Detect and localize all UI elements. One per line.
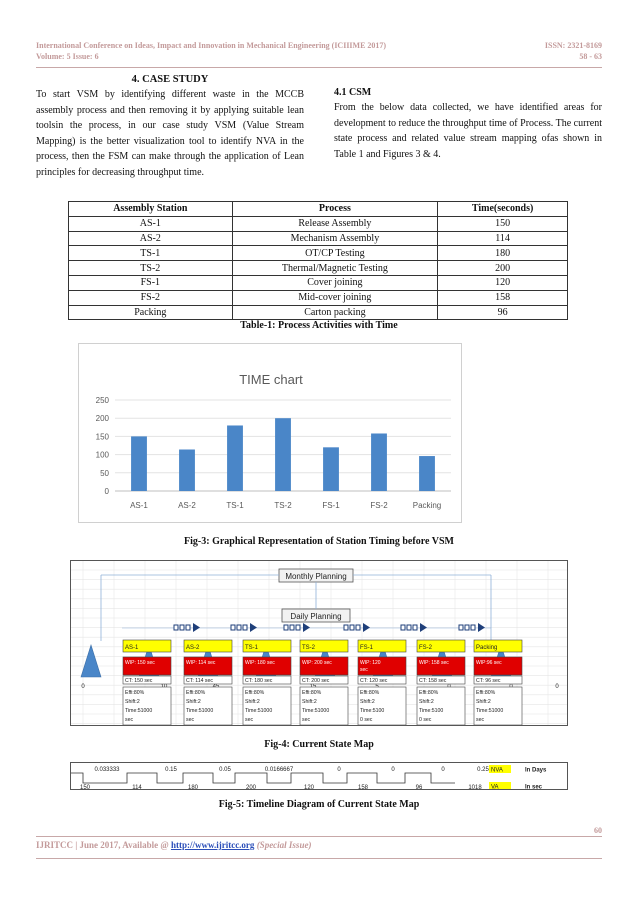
left-paragraph: To start VSM by identifying different waste in the MCCB assembly process and then removing it by applying suitable lean toolsin the process, in our case study VSM (Value Stream Mapping) is the better visualization tool to identify NVA in the process, then the FSM can make through the application of Lean principles for decreasing throughput time. bbox=[36, 89, 304, 178]
station-efficiency: Effi:80% bbox=[302, 690, 322, 696]
station-wip: WIP: 150 sec bbox=[125, 660, 155, 666]
x-tick-label: Packing bbox=[412, 501, 442, 510]
table-header: Time(seconds) bbox=[438, 202, 568, 217]
table-cell: 200 bbox=[438, 261, 568, 276]
station-name: FS-2 bbox=[419, 645, 433, 651]
table-row bbox=[69, 216, 568, 231]
daily-planning-label: Daily Planning bbox=[290, 612, 342, 621]
footer-bottom-rule bbox=[36, 858, 602, 859]
push-arrow-stripe bbox=[180, 625, 184, 630]
bar-packing bbox=[419, 456, 435, 491]
station-shift: Shift:2 bbox=[245, 699, 260, 705]
x-tick-label: FS-1 bbox=[322, 501, 340, 510]
push-arrow-stripe bbox=[350, 625, 354, 630]
issn: ISSN: 2321-8169 bbox=[544, 41, 602, 50]
station-ct: CT: 200 sec bbox=[302, 678, 330, 684]
bar-fs-1 bbox=[323, 447, 339, 491]
page-number: 60 bbox=[594, 826, 602, 835]
push-arrow-head bbox=[363, 623, 370, 632]
running-header-left bbox=[36, 40, 386, 62]
station-time-unit: sec bbox=[125, 717, 134, 723]
figure-3-caption: Fig-3: Graphical Representation of Station Timing before VSM bbox=[184, 536, 454, 547]
bar-ts-2 bbox=[275, 418, 291, 491]
station-time: Time:5100 bbox=[419, 708, 444, 714]
figure-5-caption: Fig-5: Timeline Diagram of Current State Map bbox=[218, 799, 420, 810]
table-cell: Release Assembly bbox=[232, 216, 438, 231]
push-arrow-head bbox=[250, 623, 257, 632]
push-arrow-stripe bbox=[413, 625, 417, 630]
timeline-va-value: 150 bbox=[79, 785, 91, 791]
figure-4-caption: Fig-4: Current State Map bbox=[264, 739, 374, 750]
push-arrow-stripe bbox=[471, 625, 475, 630]
chart-title: TIME chart bbox=[239, 372, 303, 387]
timeline-nva-value: 0.25 bbox=[477, 767, 489, 773]
header-rule bbox=[36, 67, 602, 68]
table-cell: 96 bbox=[438, 305, 568, 320]
station-name: Packing bbox=[476, 645, 498, 651]
table-row bbox=[69, 290, 568, 305]
push-arrow-icon bbox=[344, 623, 370, 632]
y-tick-label: 200 bbox=[95, 414, 109, 424]
push-arrow-stripe bbox=[186, 625, 190, 630]
conference-title: International Conference on Ideas, Impact and Innovation in Mechanical Engineering (ICIIIME 2017) bbox=[36, 41, 387, 50]
push-arrow-head bbox=[478, 623, 485, 632]
station-efficiency: Effi:80% bbox=[360, 690, 380, 696]
table-cell: OT/CP Testing bbox=[232, 246, 438, 261]
push-arrow-stripe bbox=[237, 625, 241, 630]
x-tick-label: TS-1 bbox=[226, 501, 244, 510]
station-wip: WIP: 114 sec bbox=[186, 660, 216, 666]
timeline-nva-value: 0.033333 bbox=[94, 767, 120, 773]
table-cell: AS-1 bbox=[69, 216, 233, 231]
station-name: FS-1 bbox=[360, 645, 374, 651]
x-tick-label: FS-2 bbox=[370, 501, 388, 510]
station-shift: Shift:2 bbox=[125, 699, 140, 705]
station-ct: CT: 96 sec bbox=[476, 678, 501, 684]
table-cell: 114 bbox=[438, 231, 568, 246]
days-unit-label: In Days bbox=[525, 767, 547, 774]
station-time-unit: sec bbox=[245, 717, 254, 723]
table-header: Process bbox=[232, 202, 438, 217]
push-arrow-stripe bbox=[284, 625, 288, 630]
station-efficiency: Effi:80% bbox=[476, 690, 496, 696]
time-chart bbox=[78, 343, 462, 523]
push-arrow-icon bbox=[401, 623, 427, 632]
station-wip: WIP: 120 bbox=[360, 660, 381, 666]
y-tick-label: 150 bbox=[95, 432, 109, 442]
push-arrow-stripe bbox=[465, 625, 469, 630]
table-row bbox=[69, 261, 568, 276]
x-tick-label: TS-2 bbox=[274, 501, 292, 510]
timeline-va-value: 114 bbox=[132, 785, 142, 791]
table-cell: Mechanism Assembly bbox=[232, 231, 438, 246]
push-arrow-stripe bbox=[231, 625, 235, 630]
table-cell: Cover joining bbox=[232, 275, 438, 290]
station-shift: Shift:2 bbox=[186, 699, 201, 705]
current-state-map bbox=[70, 560, 568, 726]
section-heading: 4. CASE STUDY bbox=[131, 74, 209, 85]
x-tick-label: AS-1 bbox=[130, 501, 148, 510]
current-state-map-svg bbox=[71, 561, 568, 726]
timeline-nva-value: 0.05 bbox=[219, 767, 231, 773]
table-cell: 158 bbox=[438, 290, 568, 305]
timeline-diagram bbox=[70, 762, 568, 790]
timeline-nva-value: 0 bbox=[441, 767, 445, 773]
footer-journal: IJRITCC | June 2017, Available @ bbox=[36, 840, 171, 850]
page-range: 58 - 63 bbox=[579, 52, 602, 61]
table-cell: Thermal/Magnetic Testing bbox=[232, 261, 438, 276]
table-cell: FS-2 bbox=[69, 290, 233, 305]
station-name: TS-2 bbox=[302, 645, 316, 651]
y-tick-label: 100 bbox=[95, 450, 109, 460]
station-efficiency: Effi:80% bbox=[125, 690, 145, 696]
table-caption: Table-1: Process Activities with Time bbox=[240, 320, 398, 331]
time-chart-svg bbox=[79, 344, 463, 524]
station-time: Time:51000 bbox=[125, 708, 153, 714]
station-shift: Shift:2 bbox=[476, 699, 491, 705]
table-cell: 180 bbox=[438, 246, 568, 261]
bar-as-1 bbox=[131, 436, 147, 491]
station-shift: Shift:2 bbox=[302, 699, 317, 705]
table-header-row bbox=[69, 202, 568, 217]
table-cell: Mid-cover joining bbox=[232, 290, 438, 305]
timeline-va-value: 158 bbox=[357, 785, 369, 791]
station-ct: CT: 180 sec bbox=[245, 678, 273, 684]
bar-as-2 bbox=[179, 450, 195, 491]
x-tick-label: AS-2 bbox=[178, 501, 196, 510]
push-arrow-stripe bbox=[459, 625, 463, 630]
timeline-diagram-svg bbox=[71, 763, 568, 790]
timeline-nva-value: 0 bbox=[337, 767, 341, 773]
process-table bbox=[68, 201, 568, 320]
table-cell: AS-2 bbox=[69, 231, 233, 246]
table-row bbox=[69, 275, 568, 290]
push-arrow-icon bbox=[174, 623, 200, 632]
y-tick-label: 50 bbox=[100, 468, 109, 478]
timeline-va-value: 96 bbox=[415, 785, 423, 791]
station-wip-unit: sec bbox=[360, 667, 368, 673]
footer-rule bbox=[36, 836, 602, 837]
station-efficiency: Effi:80% bbox=[245, 690, 265, 696]
timeline-va-value: 120 bbox=[303, 785, 315, 791]
push-arrow-stripe bbox=[356, 625, 360, 630]
push-arrow-head bbox=[193, 623, 200, 632]
table-cell: 150 bbox=[438, 216, 568, 231]
timeline-staircase bbox=[71, 773, 455, 783]
station-ct: CT: 158 sec bbox=[419, 678, 447, 684]
footer-url-link[interactable]: http://www.ijritcc.org bbox=[170, 840, 255, 850]
push-arrow-head bbox=[420, 623, 427, 632]
push-arrow-head bbox=[303, 623, 310, 632]
push-arrow-icon bbox=[459, 623, 485, 632]
station-time-unit: 0 sec bbox=[419, 717, 432, 723]
station-wip: WIP: 200 sec bbox=[302, 660, 332, 666]
y-tick-label: 0 bbox=[104, 487, 109, 496]
right-paragraph: From the below data collected, we have identified areas for development to reduce the throughput time of Process. The current state process and related value stream mapping ofas shown in Table 1 and Figures 3 & 4. bbox=[334, 102, 602, 160]
timeline-va-value: 200 bbox=[245, 785, 257, 791]
push-arrow-stripe bbox=[344, 625, 348, 630]
timeline-nva-value: 0.0166667 bbox=[264, 767, 294, 773]
table-row bbox=[69, 305, 568, 320]
push-arrow-stripe bbox=[407, 625, 411, 630]
station-wip: WIP:96 sec bbox=[476, 660, 502, 666]
footer-text bbox=[36, 840, 311, 850]
timeline-va-value: 180 bbox=[187, 785, 199, 791]
bar-fs-2 bbox=[371, 433, 387, 491]
table-row bbox=[69, 246, 568, 261]
footer-issue: (Special Issue) bbox=[256, 840, 312, 850]
table-cell: TS-1 bbox=[69, 246, 233, 261]
station-time: Time:51000 bbox=[186, 708, 214, 714]
station-shift: Shift:2 bbox=[360, 699, 375, 705]
table-row bbox=[69, 231, 568, 246]
push-arrow-stripe bbox=[243, 625, 247, 630]
station-time: Time:51000 bbox=[302, 708, 330, 714]
station-time-unit: sec bbox=[186, 717, 195, 723]
station-wip: WIP: 180 sec bbox=[245, 660, 275, 666]
y-tick-label: 250 bbox=[95, 396, 109, 405]
table-cell: TS-2 bbox=[69, 261, 233, 276]
station-time: Time:51000 bbox=[476, 708, 504, 714]
push-arrow-stripe bbox=[174, 625, 178, 630]
table-cell: Carton packing bbox=[232, 305, 438, 320]
inventory-count: 0 bbox=[555, 684, 559, 690]
station-name: AS-2 bbox=[186, 645, 200, 651]
running-header-right bbox=[520, 40, 602, 62]
station-ct: CT: 114 sec bbox=[186, 678, 214, 684]
sec-unit-label: In sec bbox=[525, 784, 543, 791]
inventory-triangle-icon bbox=[81, 645, 101, 677]
table-cell: Packing bbox=[69, 305, 233, 320]
timeline-nva-value: 0 bbox=[391, 767, 395, 773]
inventory-count: 0 bbox=[81, 684, 85, 690]
push-arrow-icon bbox=[231, 623, 257, 632]
station-time-unit: 0 sec bbox=[360, 717, 373, 723]
station-time: Time:51000 bbox=[245, 708, 273, 714]
station-efficiency: Effi:80% bbox=[186, 690, 206, 696]
station-name: TS-1 bbox=[245, 645, 259, 651]
station-wip: WIP: 158 sec bbox=[419, 660, 449, 666]
table-cell: FS-1 bbox=[69, 275, 233, 290]
nva-label: NVA bbox=[491, 767, 503, 774]
push-arrow-stripe bbox=[290, 625, 294, 630]
monthly-planning-label: Monthly Planning bbox=[285, 572, 347, 581]
station-efficiency: Effi:80% bbox=[419, 690, 439, 696]
station-time-unit: sec bbox=[476, 717, 485, 723]
sub-heading: 4.1 CSM bbox=[334, 87, 372, 98]
station-time-unit: sec bbox=[302, 717, 311, 723]
timeline-nva-value: 0.15 bbox=[165, 767, 177, 773]
station-ct: CT: 120 sec bbox=[360, 678, 388, 684]
station-name: AS-1 bbox=[125, 645, 139, 651]
push-arrow-icon bbox=[284, 623, 310, 632]
station-shift: Shift:2 bbox=[419, 699, 434, 705]
push-arrow-stripe bbox=[401, 625, 405, 630]
push-arrow-stripe bbox=[296, 625, 300, 630]
bar-ts-1 bbox=[227, 425, 243, 491]
volume-issue: Volume: 5 Issue: 6 bbox=[36, 52, 99, 61]
station-ct: CT: 150 sec bbox=[125, 678, 153, 684]
station-time: Time:5100 bbox=[360, 708, 385, 714]
table-cell: 120 bbox=[438, 275, 568, 290]
va-label: VA bbox=[491, 784, 499, 791]
timeline-va-value: 1018 bbox=[468, 785, 482, 791]
table-header: Assembly Station bbox=[69, 202, 233, 217]
